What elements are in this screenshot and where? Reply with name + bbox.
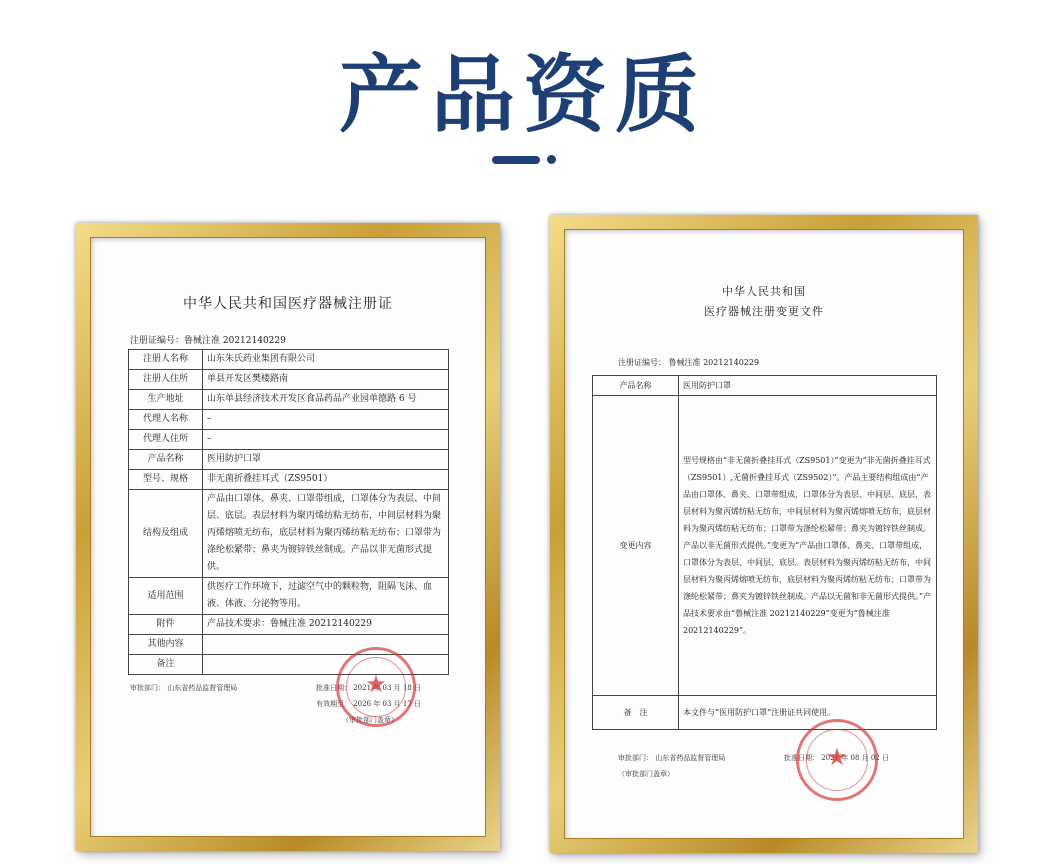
table-row bbox=[129, 490, 449, 578]
table-row bbox=[129, 615, 449, 635]
row-value: 产品由口罩体、鼻夹、口罩带组成，口罩体分为表层、中间层、底层。表层材料为聚丙烯纺粘无纺布，中间层材料为聚丙烯熔喷无纺布，底层材料为聚丙烯纺粘无纺布；口罩带为涤纶松紧带；鼻夹为镀锌铁丝制成。产品以非无菌形式提供。 bbox=[203, 490, 449, 578]
page-title: 产品资质 bbox=[338, 46, 707, 144]
table-row bbox=[129, 470, 449, 490]
row-value: 非无菌折叠挂耳式（ZS9501） bbox=[203, 470, 449, 490]
row-value: 供医疗工作环境下，过滤空气中的颗粒物，阻隔飞沫、血液、体液、分泌物等用。 bbox=[203, 578, 449, 615]
title-underline-dash bbox=[492, 156, 540, 164]
right-approval-authority: 审批部门： 山东省药品监督管理局 bbox=[618, 754, 726, 762]
table-row bbox=[129, 578, 449, 615]
table-row bbox=[129, 350, 449, 370]
table-row bbox=[129, 390, 449, 410]
left-certificate-frame bbox=[76, 223, 500, 851]
row-label: 代理人住所 bbox=[129, 430, 203, 450]
table-row bbox=[129, 410, 449, 430]
left-certificate-number: 注册证编号：鲁械注准 20212140229 bbox=[130, 336, 286, 346]
row-label: 型号、规格 bbox=[129, 470, 203, 490]
row-value: 山东单县经济技术开发区食品药品产业园单德路 6 号 bbox=[203, 390, 449, 410]
right-certificate-title-line2: 医疗器械注册变更文件 bbox=[704, 305, 824, 318]
table-row bbox=[129, 430, 449, 450]
row-label: 生产地址 bbox=[129, 390, 203, 410]
row-label: 产品名称 bbox=[129, 450, 203, 470]
table-row bbox=[593, 376, 937, 396]
row-value: – bbox=[203, 430, 449, 450]
table-row bbox=[129, 370, 449, 390]
left-seal-note: （审批部门盖章） bbox=[342, 716, 398, 724]
right-official-seal bbox=[796, 719, 878, 801]
right-certificate-table bbox=[592, 375, 937, 730]
row-value: 本文件与“医用防护口罩”注册证共同使用。 bbox=[679, 696, 937, 730]
table-row bbox=[593, 696, 937, 730]
table-row bbox=[129, 450, 449, 470]
right-seal-note: （审批部门盖章） bbox=[618, 770, 674, 778]
right-certificate bbox=[564, 229, 964, 839]
row-label: 备注 bbox=[129, 655, 203, 675]
row-label: 注册人名称 bbox=[129, 350, 203, 370]
left-official-seal bbox=[336, 647, 416, 727]
left-certificate-table bbox=[128, 349, 449, 675]
right-certificate-title-line1: 中华人民共和国 bbox=[722, 285, 806, 298]
table-row bbox=[129, 635, 449, 655]
row-value: 产品技术要求：鲁械注准 20212140229 bbox=[203, 615, 449, 635]
title-underline-dot bbox=[547, 155, 556, 164]
row-value bbox=[203, 635, 449, 655]
row-label: 产品名称 bbox=[593, 376, 679, 396]
row-label: 其他内容 bbox=[129, 635, 203, 655]
left-approval-date: 批准日期： 2021 年 03 月 18 日 bbox=[316, 684, 421, 692]
left-certificate bbox=[90, 237, 486, 837]
row-value: 型号规格由“非无菌折叠挂耳式（ZS9501）”变更为“非无菌折叠挂耳式（ZS9501）,无菌折叠挂耳式（ZS9502）”。产品主要结构组成由“产品由口罩体、鼻夹、口罩带组成，口罩体分为表层、中间层、底层，表层材料为聚丙烯纺粘无纺布，中间层材料为聚丙烯熔喷无纺布，底层材料为聚丙烯纺粘无纺布；口罩带为涤纶松紧带；鼻夹为镀锌铁丝制成。产品以非无菌形式提供。”变更为“产品由口罩体、鼻夹、口罩带组成，口罩体分为表层、中间层、底层。表层材料为聚丙烯纺粘无纺布，中间层材料为聚丙烯熔喷无纺布，底层材料为聚丙烯纺粘无纺布；口罩带为涤纶松紧带；鼻夹为镀锌铁丝制成。产品以无菌和非无菌形式提供。”产品技术要求由“鲁械注准 20212140229”变更为“鲁械注准 20212140229”。 bbox=[679, 396, 937, 696]
row-value: – bbox=[203, 410, 449, 430]
left-certificate-title: 中华人民共和国医疗器械注册证 bbox=[183, 296, 393, 312]
row-value: 山东朱氏药业集团有限公司 bbox=[203, 350, 449, 370]
row-value: 单县开发区樊楼路南 bbox=[203, 370, 449, 390]
row-label: 备 注 bbox=[593, 696, 679, 730]
left-approval-authority: 审批部门： 山东省药品监督管理局 bbox=[130, 684, 238, 692]
row-value: 医用防护口罩 bbox=[203, 450, 449, 470]
right-certificate-frame bbox=[550, 215, 978, 853]
row-label: 附件 bbox=[129, 615, 203, 635]
row-label: 变更内容 bbox=[593, 396, 679, 696]
row-value: 医用防护口罩 bbox=[679, 376, 937, 396]
right-approval-date: 批准日期： 2021 年 08 月 02 日 bbox=[784, 754, 889, 762]
right-certificate-number: 注册证编号： 鲁械注准 20212140229 bbox=[618, 358, 760, 367]
row-label: 适用范围 bbox=[129, 578, 203, 615]
seal-star-icon: ★ bbox=[826, 742, 848, 771]
table-row bbox=[593, 396, 937, 696]
row-label: 注册人住所 bbox=[129, 370, 203, 390]
seal-star-icon: ★ bbox=[365, 670, 387, 699]
row-label: 结构及组成 bbox=[129, 490, 203, 578]
row-label: 代理人名称 bbox=[129, 410, 203, 430]
left-valid-until: 有效期至： 2026 年 03 月 17 日 bbox=[316, 700, 421, 708]
